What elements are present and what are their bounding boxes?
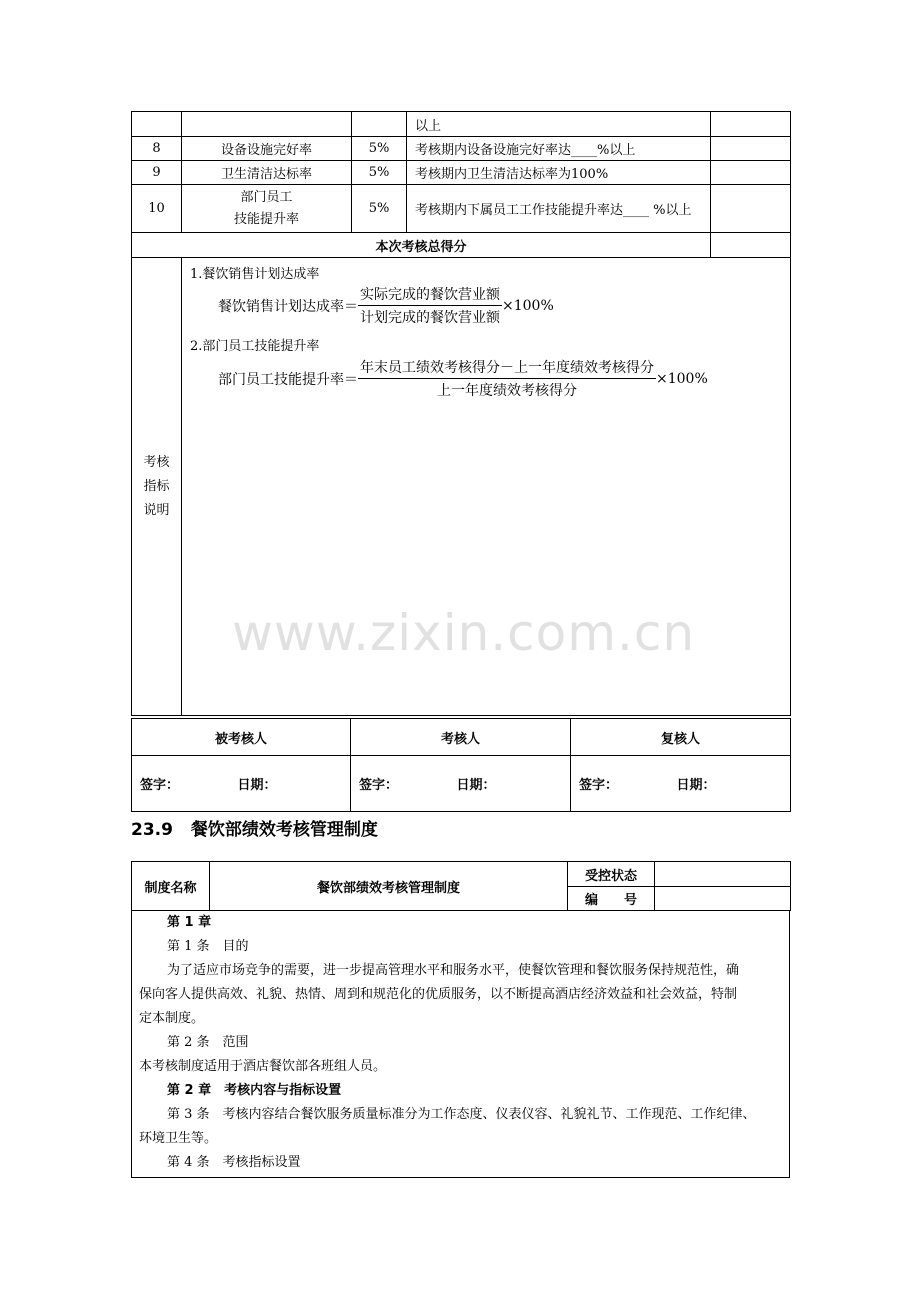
total-score-row [132, 233, 791, 258]
indicator-name-line: 部门员工 [240, 189, 293, 205]
article-4-heading: 第 4 条 考核指标设置 [167, 1155, 301, 1170]
formula-fraction [358, 284, 502, 327]
date-label: 日期： [676, 778, 716, 793]
explanation-label-line: 考核 [143, 454, 170, 470]
article-1-text: 定本制度。 [139, 1011, 205, 1026]
article-1-text: 保向客人提供高效、礼貌、热情、周到和规范化的优质服务，以不断提高酒店经济效益和社会效益，特制 [139, 987, 738, 1002]
index-cell [132, 112, 182, 137]
policy-name-label: 制度名称 [132, 862, 210, 911]
reviewer-header: 复核人 [571, 719, 791, 756]
watermark: www.zixin.com.cn [232, 604, 696, 662]
policy-body [131, 910, 790, 1178]
code-value [655, 887, 791, 911]
total-score-label: 本次考核总得分 [132, 233, 711, 258]
weight-cell: 5% [352, 137, 407, 161]
assessee-header: 被考核人 [132, 719, 351, 756]
control-status-value [655, 862, 791, 887]
assessee-sign-cell [132, 756, 351, 812]
assessor-header: 考核人 [351, 719, 571, 756]
table-row [132, 862, 791, 887]
sign-label: 签字： [579, 778, 619, 793]
code-label: 编 号 [568, 887, 655, 911]
formula-lhs: 部门员工技能提升率＝ [218, 371, 358, 388]
article-2-heading: 第 2 条 范围 [167, 1035, 249, 1050]
score-cell [711, 112, 791, 137]
score-cell [711, 137, 791, 161]
formula-multiplier: ×100% [502, 297, 554, 314]
article-3-text: 环境卫生等。 [139, 1131, 218, 1146]
chapter-1-heading: 第 1 章 [167, 915, 212, 930]
item1-title: 1.餐饮销售计划达成率 [190, 267, 320, 282]
date-label: 日期： [237, 778, 277, 793]
index-cell: 10 [132, 185, 182, 233]
article-2-text: 本考核制度适用于酒店餐饮部各班组人员。 [139, 1059, 387, 1074]
score-cell [711, 161, 791, 185]
formula-multiplier: ×100% [656, 370, 708, 387]
chapter-2-heading: 第 2 章 考核内容与指标设置 [167, 1083, 342, 1098]
sign-label: 签字： [359, 778, 399, 793]
section-title: 餐饮部绩效考核管理制度 [190, 820, 378, 840]
weight-cell: 5% [352, 185, 407, 233]
indicator-name-cell: 卫生清洁达标率 [182, 161, 352, 185]
standard-cell: 考核期内卫生清洁达标率为100% [407, 161, 711, 185]
signature-table [131, 718, 791, 812]
section-number: 23.9 [131, 820, 173, 840]
index-cell: 8 [132, 137, 182, 161]
formula-lhs: 餐饮销售计划达成率＝ [218, 298, 358, 315]
article-1-text: 为了适应市场竞争的需要，进一步提高管理水平和服务水平，使餐饮管理和餐饮服务保持规范性，确 [167, 963, 740, 978]
table-row [132, 161, 791, 185]
indicator-name-cell: 设备设施完好率 [182, 137, 352, 161]
formula-sales-plan [218, 284, 554, 327]
control-status-label: 受控状态 [568, 862, 655, 887]
explanation-label-line: 说明 [143, 502, 170, 518]
formula-denominator: 上一年度绩效考核得分 [437, 383, 577, 399]
indicator-name-line: 技能提升率 [233, 211, 299, 227]
sign-label: 签字： [140, 778, 180, 793]
formula-numerator: 实际完成的餐饮营业额 [358, 284, 502, 306]
indicator-name-cell [182, 112, 352, 137]
policy-header-table [131, 861, 791, 911]
formula-skill-improvement [218, 357, 708, 400]
article-1-heading: 第 1 条 目的 [167, 939, 249, 954]
section-heading [131, 815, 378, 840]
article-3-text: 第 3 条 考核内容结合餐饮服务质量标准分为工作态度、仪表仪容、礼貌礼节、工作现范、工作纪律、 [167, 1107, 756, 1122]
formula-denominator: 计划完成的餐饮营业额 [360, 310, 500, 326]
formula-numerator: 年末员工绩效考核得分－上一年度绩效考核得分 [358, 357, 656, 379]
formula-fraction [358, 357, 656, 400]
explanation-label-line: 指标 [143, 478, 170, 494]
signature-row [132, 756, 791, 812]
standard-cell: 以上 [407, 112, 711, 137]
standard-cell: 考核期内下属员工工作技能提升率达____ %以上 [407, 185, 711, 233]
signature-header-row [132, 719, 791, 756]
table-row [132, 185, 791, 233]
explanation-label-cell [132, 258, 182, 716]
assessor-sign-cell [351, 756, 571, 812]
standard-cell: 考核期内设备设施完好率达____%以上 [407, 137, 711, 161]
table-row [132, 112, 791, 137]
index-cell: 9 [132, 161, 182, 185]
item2-title: 2.部门员工技能提升率 [190, 339, 320, 354]
date-label: 日期： [456, 778, 496, 793]
indicator-name-cell [182, 185, 352, 233]
policy-name-value: 餐饮部绩效考核管理制度 [210, 862, 568, 911]
total-score-value [711, 233, 791, 258]
weight-cell [352, 112, 407, 137]
weight-cell: 5% [352, 161, 407, 185]
score-cell [711, 185, 791, 233]
table-row [132, 137, 791, 161]
reviewer-sign-cell [571, 756, 791, 812]
